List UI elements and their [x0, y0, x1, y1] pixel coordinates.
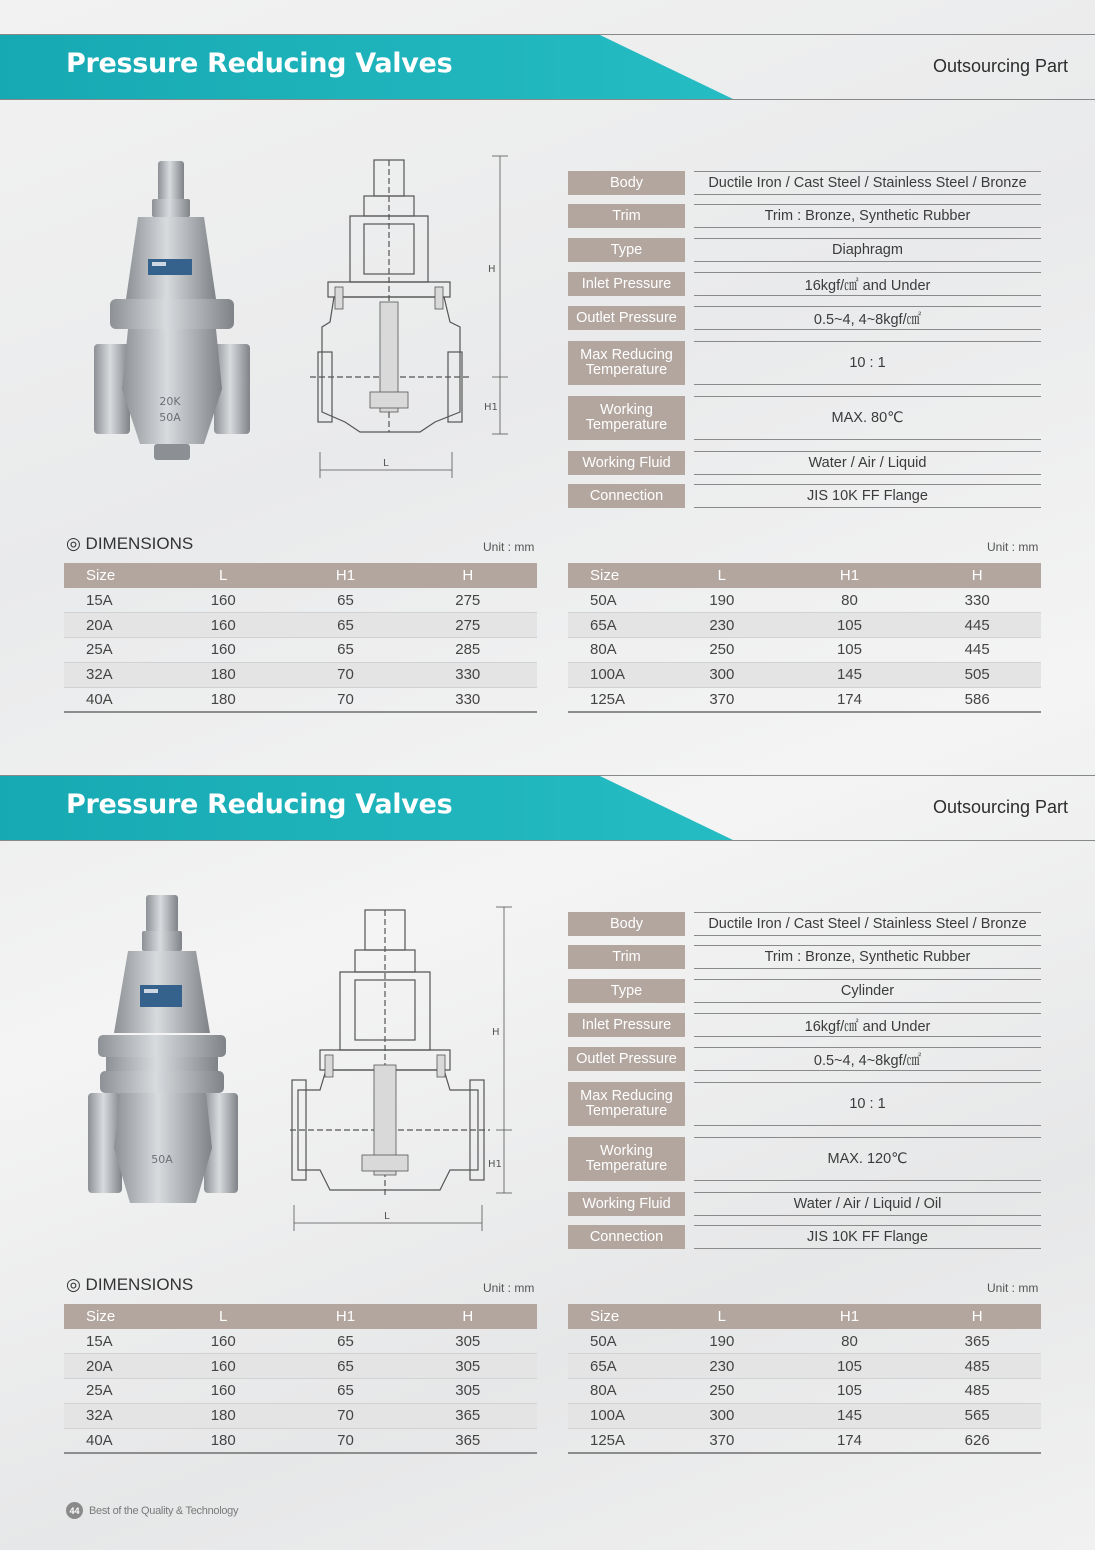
spec-label: Working Fluid [568, 451, 685, 475]
cell-size: 100A [568, 1403, 658, 1428]
dimension-h-label: H [488, 264, 496, 275]
cell-h: 445 [913, 613, 1041, 638]
cell-h1: 70 [292, 687, 398, 712]
svg-text:50A: 50A [159, 411, 181, 424]
cell-h: 275 [399, 613, 537, 638]
spec-label: Inlet Pressure [568, 272, 685, 296]
cell-h: 365 [399, 1428, 537, 1453]
spec-label: Type [568, 238, 685, 262]
page-number-badge: 44 [66, 1502, 83, 1519]
cell-size: 65A [568, 613, 658, 638]
spec-value: Diaphragm [694, 238, 1041, 262]
table-row [64, 1428, 537, 1453]
cell-size: 32A [64, 1403, 154, 1428]
section-tag: Outsourcing Part [932, 56, 1068, 76]
cell-l: 250 [658, 638, 786, 663]
spec-label: Body [568, 171, 685, 195]
table-row [64, 638, 537, 663]
spec-label: Connection [568, 1225, 685, 1249]
column-header: Size [64, 563, 154, 588]
svg-text:50A: 50A [151, 1153, 173, 1166]
cell-h1: 65 [292, 1329, 398, 1354]
cell-h1: 145 [786, 1403, 914, 1428]
spec-value: 10 : 1 [694, 341, 1041, 385]
cell-h: 485 [913, 1379, 1041, 1404]
cell-h: 445 [913, 638, 1041, 663]
spec-value: JIS 10K FF Flange [694, 1225, 1041, 1249]
dimensions-table-right [568, 563, 1041, 713]
valve-cross-section-drawing [290, 905, 520, 1235]
spec-label: Max Reducing Temperature [568, 1082, 685, 1126]
unit-label: Unit : mm [987, 540, 1039, 554]
column-header: H [913, 563, 1041, 588]
cell-h1: 65 [292, 613, 398, 638]
spec-value: 16kgf/㎠ and Under [694, 272, 1041, 296]
cell-l: 370 [658, 687, 786, 712]
cell-h1: 145 [786, 662, 914, 687]
spec-value: 10 : 1 [694, 1082, 1041, 1126]
cell-size: 125A [568, 687, 658, 712]
cell-l: 160 [154, 588, 292, 613]
cell-h: 305 [399, 1329, 537, 1354]
cell-l: 160 [154, 613, 292, 638]
cell-h1: 80 [786, 1329, 914, 1354]
cell-h: 305 [399, 1354, 537, 1379]
table-row [64, 1379, 537, 1404]
spec-value: 0.5~4, 4~8kgf/㎠ [694, 1047, 1041, 1071]
spec-label: Working Temperature [568, 396, 685, 440]
section-banner [0, 775, 1095, 841]
spec-value: JIS 10K FF Flange [694, 484, 1041, 508]
cell-h: 330 [399, 662, 537, 687]
cell-l: 160 [154, 638, 292, 663]
cell-h: 365 [399, 1403, 537, 1428]
section-title: Pressure Reducing Valves [66, 48, 453, 79]
cell-size: 20A [64, 613, 154, 638]
product-section-2 [0, 775, 1095, 1515]
cell-h1: 80 [786, 588, 914, 613]
cell-h: 305 [399, 1379, 537, 1404]
table-row [568, 1354, 1041, 1379]
spec-label: Body [568, 912, 685, 936]
cell-size: 100A [568, 662, 658, 687]
svg-text:20K: 20K [159, 395, 181, 408]
cell-l: 180 [154, 662, 292, 687]
spec-value: 16kgf/㎠ and Under [694, 1013, 1041, 1037]
cell-h: 365 [913, 1329, 1041, 1354]
cell-h1: 65 [292, 588, 398, 613]
dimension-h-label: H [492, 1027, 500, 1038]
product-section-1 [0, 34, 1095, 774]
cell-h1: 65 [292, 1354, 398, 1379]
cell-l: 190 [658, 588, 786, 613]
cell-h1: 174 [786, 687, 914, 712]
table-row [568, 1379, 1041, 1404]
cell-l: 250 [658, 1379, 786, 1404]
spec-value: MAX. 80℃ [694, 396, 1041, 440]
unit-label: Unit : mm [483, 540, 535, 554]
footer-slogan: Best of the Quality & Technology [89, 1504, 239, 1517]
spec-label: Max Reducing Temperature [568, 341, 685, 385]
spec-value: 0.5~4, 4~8kgf/㎠ [694, 306, 1041, 330]
table-row [64, 588, 537, 613]
cell-size: 25A [64, 638, 154, 663]
table-row [568, 687, 1041, 712]
valve-photo [86, 893, 246, 1218]
valve-photo [92, 159, 252, 464]
cell-h: 626 [913, 1428, 1041, 1453]
cell-l: 300 [658, 1403, 786, 1428]
cell-size: 80A [568, 1379, 658, 1404]
cell-l: 160 [154, 1329, 292, 1354]
section-banner [0, 34, 1095, 100]
section-title: Pressure Reducing Valves [66, 789, 453, 820]
column-header: H [399, 1304, 537, 1329]
column-header: H1 [292, 1304, 398, 1329]
spec-label: Trim [568, 204, 685, 228]
cell-h1: 70 [292, 662, 398, 687]
table-row [64, 662, 537, 687]
column-header: L [154, 1304, 292, 1329]
dimensions-title: ◎ DIMENSIONS [66, 534, 194, 553]
cell-l: 160 [154, 1354, 292, 1379]
cell-h: 565 [913, 1403, 1041, 1428]
table-row [64, 1403, 537, 1428]
cell-h1: 105 [786, 638, 914, 663]
cell-h: 275 [399, 588, 537, 613]
cell-size: 15A [64, 1329, 154, 1354]
cell-size: 125A [568, 1428, 658, 1453]
cell-l: 300 [658, 662, 786, 687]
spec-value: Ductile Iron / Cast Steel / Stainless Steel / Bronze [694, 912, 1041, 936]
table-row [568, 613, 1041, 638]
spec-value: Water / Air / Liquid [694, 451, 1041, 475]
cell-size: 20A [64, 1354, 154, 1379]
dimensions-table-right [568, 1304, 1041, 1454]
cell-size: 80A [568, 638, 658, 663]
cell-h1: 105 [786, 1379, 914, 1404]
cell-size: 50A [568, 1329, 658, 1354]
column-header: H1 [292, 563, 398, 588]
cell-l: 180 [154, 1428, 292, 1453]
cell-l: 160 [154, 1379, 292, 1404]
spec-label: Working Fluid [568, 1192, 685, 1216]
cell-size: 65A [568, 1354, 658, 1379]
spec-value: Trim : Bronze, Synthetic Rubber [694, 945, 1041, 969]
table-row [568, 1403, 1041, 1428]
table-row [568, 588, 1041, 613]
column-header: L [658, 563, 786, 588]
unit-label: Unit : mm [987, 1281, 1039, 1295]
column-header: H1 [786, 1304, 914, 1329]
spec-label: Trim [568, 945, 685, 969]
cell-l: 230 [658, 1354, 786, 1379]
cell-l: 370 [658, 1428, 786, 1453]
table-row [568, 1428, 1041, 1453]
spec-label: Inlet Pressure [568, 1013, 685, 1037]
cell-size: 40A [64, 687, 154, 712]
spec-value: Water / Air / Liquid / Oil [694, 1192, 1041, 1216]
cell-l: 180 [154, 1403, 292, 1428]
spec-value: Cylinder [694, 979, 1041, 1003]
cell-h1: 105 [786, 1354, 914, 1379]
table-row [64, 1354, 537, 1379]
column-header: H [399, 563, 537, 588]
column-header: H [913, 1304, 1041, 1329]
spec-label: Connection [568, 484, 685, 508]
table-row [64, 613, 537, 638]
cell-h: 485 [913, 1354, 1041, 1379]
cell-h: 330 [913, 588, 1041, 613]
dimensions-table-left [64, 563, 537, 713]
column-header: L [658, 1304, 786, 1329]
column-header: H1 [786, 563, 914, 588]
spec-label: Type [568, 979, 685, 1003]
dimension-l-label: L [383, 458, 389, 469]
cell-h: 586 [913, 687, 1041, 712]
spec-value: Ductile Iron / Cast Steel / Stainless Steel / Bronze [694, 171, 1041, 195]
column-header: Size [64, 1304, 154, 1329]
cell-size: 32A [64, 662, 154, 687]
cell-size: 40A [64, 1428, 154, 1453]
dimensions-title: ◎ DIMENSIONS [66, 1275, 194, 1294]
dimension-h1-label: H1 [488, 1159, 502, 1170]
table-row [568, 1329, 1041, 1354]
cell-l: 190 [658, 1329, 786, 1354]
dimension-h1-label: H1 [484, 402, 498, 413]
page-footer [66, 1502, 238, 1519]
cell-h: 285 [399, 638, 537, 663]
cell-h1: 70 [292, 1403, 398, 1428]
table-row [64, 687, 537, 712]
dimensions-table-left [64, 1304, 537, 1454]
cell-l: 230 [658, 613, 786, 638]
cell-h1: 174 [786, 1428, 914, 1453]
spec-label: Outlet Pressure [568, 306, 685, 330]
table-row [64, 1329, 537, 1354]
cell-h1: 65 [292, 1379, 398, 1404]
spec-label: Outlet Pressure [568, 1047, 685, 1071]
cell-h: 505 [913, 662, 1041, 687]
cell-h: 330 [399, 687, 537, 712]
table-row [568, 638, 1041, 663]
spec-value: MAX. 120℃ [694, 1137, 1041, 1181]
column-header: Size [568, 563, 658, 588]
spec-label: Working Temperature [568, 1137, 685, 1181]
section-tag: Outsourcing Part [932, 797, 1068, 817]
cell-size: 25A [64, 1379, 154, 1404]
cell-h1: 105 [786, 613, 914, 638]
spec-value: Trim : Bronze, Synthetic Rubber [694, 204, 1041, 228]
valve-cross-section-drawing [310, 152, 510, 482]
dimension-l-label: L [384, 1211, 390, 1222]
cell-size: 15A [64, 588, 154, 613]
cell-h1: 65 [292, 638, 398, 663]
cell-l: 180 [154, 687, 292, 712]
cell-h1: 70 [292, 1428, 398, 1453]
cell-size: 50A [568, 588, 658, 613]
unit-label: Unit : mm [483, 1281, 535, 1295]
column-header: L [154, 563, 292, 588]
table-row [568, 662, 1041, 687]
column-header: Size [568, 1304, 658, 1329]
